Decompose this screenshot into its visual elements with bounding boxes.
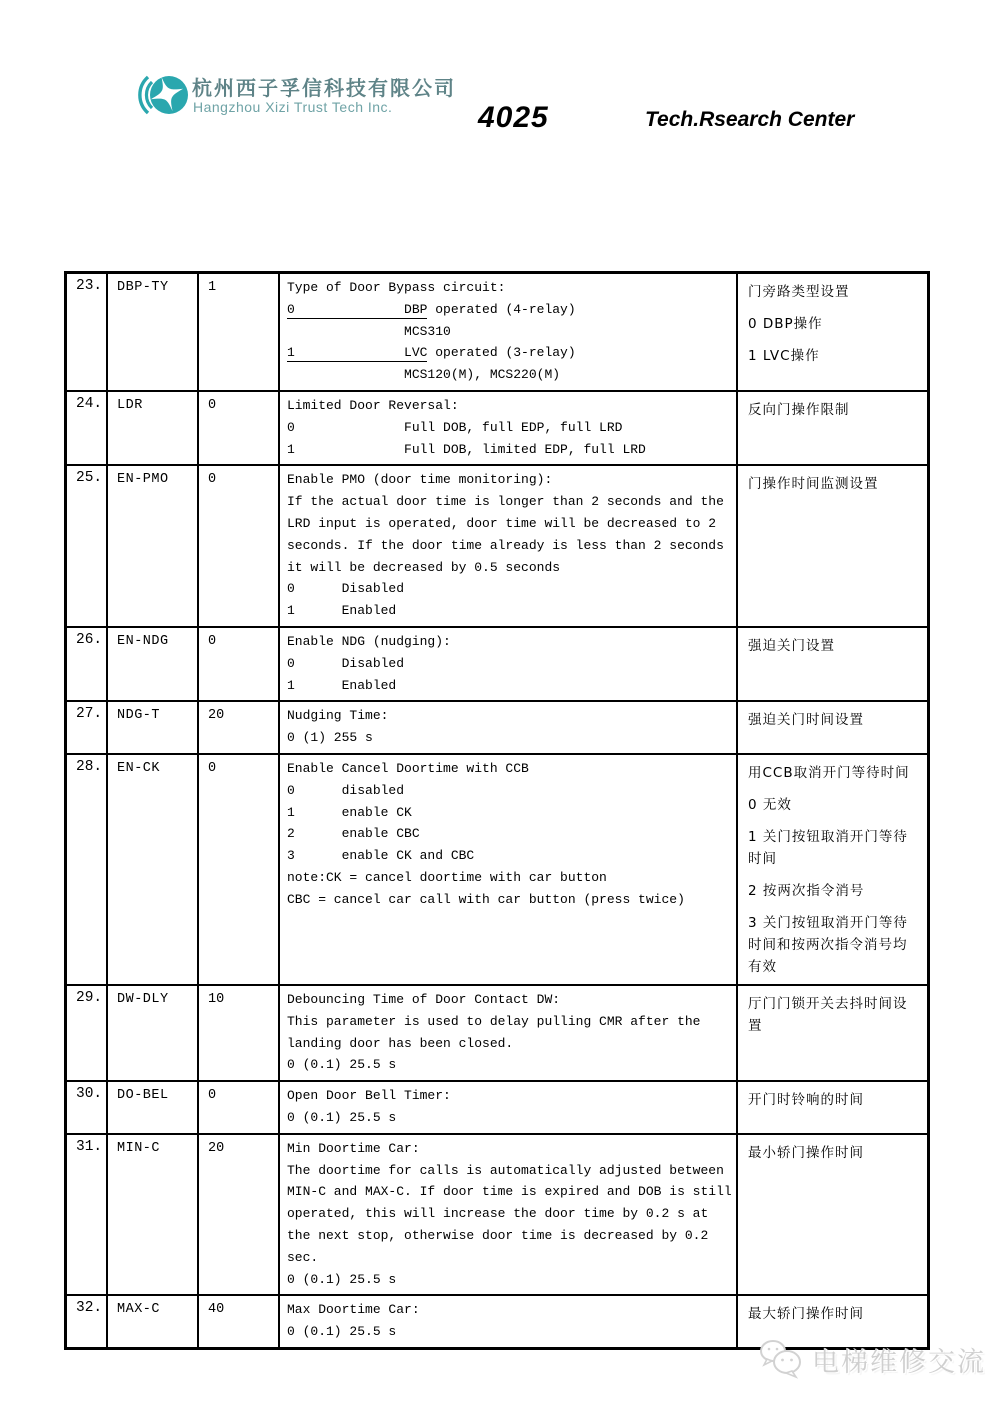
description-line: 1 Enabled: [287, 677, 397, 693]
param-name-cell: EN-NDG: [108, 628, 199, 700]
company-logo-icon: [136, 68, 190, 122]
description-line: the next stop, otherwise door time is decreased by 0.2: [287, 1227, 709, 1243]
param-name-cell: MAX-C: [108, 1296, 199, 1347]
chinese-note-line: 门旁路类型设置: [748, 284, 850, 300]
description-line: sec.: [287, 1249, 319, 1265]
description-cell: [280, 628, 738, 700]
company-name-cn: 杭州西子孚信科技有限公司: [192, 76, 456, 100]
default-value-cell: 0: [199, 392, 280, 464]
doc-number: 4025: [478, 101, 549, 134]
default-value-cell: 0: [199, 628, 280, 700]
row-number-cell: 31.: [67, 1135, 108, 1295]
table-row: [67, 1082, 927, 1135]
description-cell: [280, 702, 738, 753]
default-value-cell: 20: [199, 1135, 280, 1295]
description-line: Type of Door Bypass circuit:: [287, 280, 506, 295]
description-cell: [280, 466, 738, 626]
description-line: 3 enable CK and CBC: [287, 848, 475, 864]
row-number-cell: 29.: [67, 986, 108, 1080]
chinese-note-cell: [738, 986, 926, 1080]
default-value-cell: 1: [199, 274, 280, 390]
description-line: 0 Disabled: [287, 581, 405, 597]
description-line: Open Door Bell Timer:: [287, 1088, 451, 1104]
chinese-note-cell: [738, 755, 926, 984]
chinese-note-cell: [738, 1082, 926, 1133]
row-number-cell: 30.: [67, 1082, 108, 1133]
description-line: MCS120(M), MCS220(M): [287, 367, 561, 383]
chinese-note-line: 厅门门锁开关去抖时间设置: [748, 995, 908, 1034]
description-line: 0 (0.1) 25.5 s: [287, 1271, 397, 1287]
chinese-note-line: 门操作时间监测设置: [748, 476, 879, 493]
param-name-cell: EN-CK: [108, 755, 199, 984]
description-cell: [280, 1082, 738, 1133]
row-number-cell: 32.: [67, 1296, 108, 1347]
description-line: Debouncing Time of Door Contact DW:: [287, 991, 561, 1007]
row-number-cell: 28.: [67, 755, 108, 984]
company-name-en: Hangzhou Xizi Trust Tech Inc.: [193, 99, 393, 115]
default-value-cell: 10: [199, 986, 280, 1080]
param-name-cell: DBP-TY: [108, 274, 199, 390]
table-row: [67, 702, 927, 755]
table-row: [67, 755, 927, 986]
chinese-note-line: 3 关门按钮取消开门等待时间和按两次指令消号均有效: [748, 914, 908, 975]
default-value-cell: 0: [199, 466, 280, 626]
description-line: operated, this will increase the door time by 0.2 s at: [287, 1206, 709, 1222]
description-line: The doortime for calls is automatically adjusted between: [287, 1162, 724, 1178]
param-table: [64, 271, 930, 1350]
chinese-note-line: 开门时铃响的时间: [748, 1092, 864, 1109]
default-value-cell: 0: [199, 1082, 280, 1133]
chinese-note-cell: [738, 466, 926, 626]
description-line: 0 (0.1) 25.5 s: [287, 1324, 397, 1340]
param-name-cell: DW-DLY: [108, 986, 199, 1080]
description-line: 0 DBP operated (4-relay): [287, 301, 576, 317]
row-number-cell: 24.: [67, 392, 108, 464]
row-number-cell: 23.: [67, 274, 108, 390]
default-value-cell: 40: [199, 1296, 280, 1347]
description-line: 2 enable CBC: [287, 826, 420, 842]
description-line: Nudging Time:: [287, 708, 389, 724]
wechat-icon: [758, 1338, 804, 1380]
center-title: Tech.Rsearch Center: [645, 108, 855, 131]
description-line: Max Doortime Car:: [287, 1302, 420, 1318]
description-line: Enable NDG (nudging):: [287, 633, 451, 649]
description-cell: [280, 755, 738, 984]
chinese-note-line: 强迫关门时间设置: [748, 712, 864, 729]
row-number-cell: 25.: [67, 466, 108, 626]
chinese-note-cell: [738, 628, 926, 700]
row-number-cell: 27.: [67, 702, 108, 753]
chinese-note-line: 0 无效: [748, 796, 792, 813]
description-line: CBC = cancel car call with car button (press twice): [287, 891, 685, 907]
table-row: [67, 274, 927, 392]
description-line: 0 Disabled: [287, 655, 405, 671]
table-row: [67, 628, 927, 702]
description-line: MIN-C and MAX-C. If door time is expired and DOB is still: [287, 1184, 732, 1200]
chinese-note-cell: [738, 702, 926, 753]
description-line: 1 LVC operated (3-relay): [287, 345, 576, 361]
description-line: 1 Enabled: [287, 603, 397, 619]
chinese-note-line: 最大轿门操作时间: [748, 1306, 864, 1323]
chinese-note-line: 2 按两次指令消号: [748, 882, 865, 899]
param-name-cell: NDG-T: [108, 702, 199, 753]
description-line: seconds. If the door time already is less than 2 seconds: [287, 537, 724, 553]
description-line: 0 (0.1) 25.5 s: [287, 1109, 397, 1125]
description-line: MCS310: [287, 323, 451, 339]
param-name-cell: LDR: [108, 392, 199, 464]
description-line: 1 Full DOB, limited EDP, full LRD: [287, 441, 646, 457]
param-name-cell: EN-PMO: [108, 466, 199, 626]
chinese-note-line: 1 关门按钮取消开门等待时间: [748, 828, 908, 867]
chinese-note-line: 强迫关门设置: [748, 637, 835, 654]
description-line: 0 disabled: [287, 782, 405, 798]
description-cell: [280, 1135, 738, 1295]
chinese-note-line: 0 DBP操作: [748, 316, 823, 332]
chinese-note-cell: [738, 392, 926, 464]
description-cell: [280, 1296, 738, 1347]
table-row: [67, 392, 927, 466]
chinese-note-line: 用CCB取消开门等待时间: [748, 764, 910, 781]
watermark-text: 电梯维修交流: [812, 1346, 986, 1378]
description-line: 0 (1) 255 s: [287, 730, 373, 746]
chinese-note-line: 反向门操作限制: [748, 401, 850, 418]
description-cell: [280, 986, 738, 1080]
param-name-cell: MIN-C: [108, 1135, 199, 1295]
chinese-note-cell: [738, 274, 926, 390]
description-line: 1 enable CK: [287, 804, 412, 820]
default-value-cell: 20: [199, 702, 280, 753]
table-row: [67, 1135, 927, 1297]
default-value-cell: 0: [199, 755, 280, 984]
chinese-note-cell: [738, 1135, 926, 1295]
table-row: [67, 986, 927, 1082]
description-line: Enable PMO (door time monitoring):: [287, 472, 553, 488]
description-line: LRD input is operated, door time will be decreased to 2: [287, 515, 717, 531]
description-line: Limited Door Reversal:: [287, 397, 459, 413]
description-line: 0 (0.1) 25.5 s: [287, 1057, 397, 1073]
description-line: This parameter is used to delay pulling CMR after the: [287, 1013, 701, 1029]
description-cell: [280, 392, 738, 464]
table-row: [67, 466, 927, 628]
description-line: landing door has been closed.: [287, 1035, 514, 1051]
watermark: [758, 1338, 986, 1380]
description-line: Min Doortime Car:: [287, 1140, 420, 1156]
description-line: it will be decreased by 0.5 seconds: [287, 559, 561, 575]
row-number-cell: 26.: [67, 628, 108, 700]
chinese-note-line: 1 LVC操作: [748, 348, 820, 364]
description-line: If the actual door time is longer than 2 seconds and the: [287, 494, 724, 510]
param-name-cell: DO-BEL: [108, 1082, 199, 1133]
chinese-note-line: 最小轿门操作时间: [748, 1144, 864, 1161]
description-line: Enable Cancel Doortime with CCB: [287, 760, 529, 776]
description-line: note:CK = cancel doortime with car button: [287, 869, 607, 885]
description-cell: [280, 274, 738, 390]
description-line: 0 Full DOB, full EDP, full LRD: [287, 419, 623, 435]
